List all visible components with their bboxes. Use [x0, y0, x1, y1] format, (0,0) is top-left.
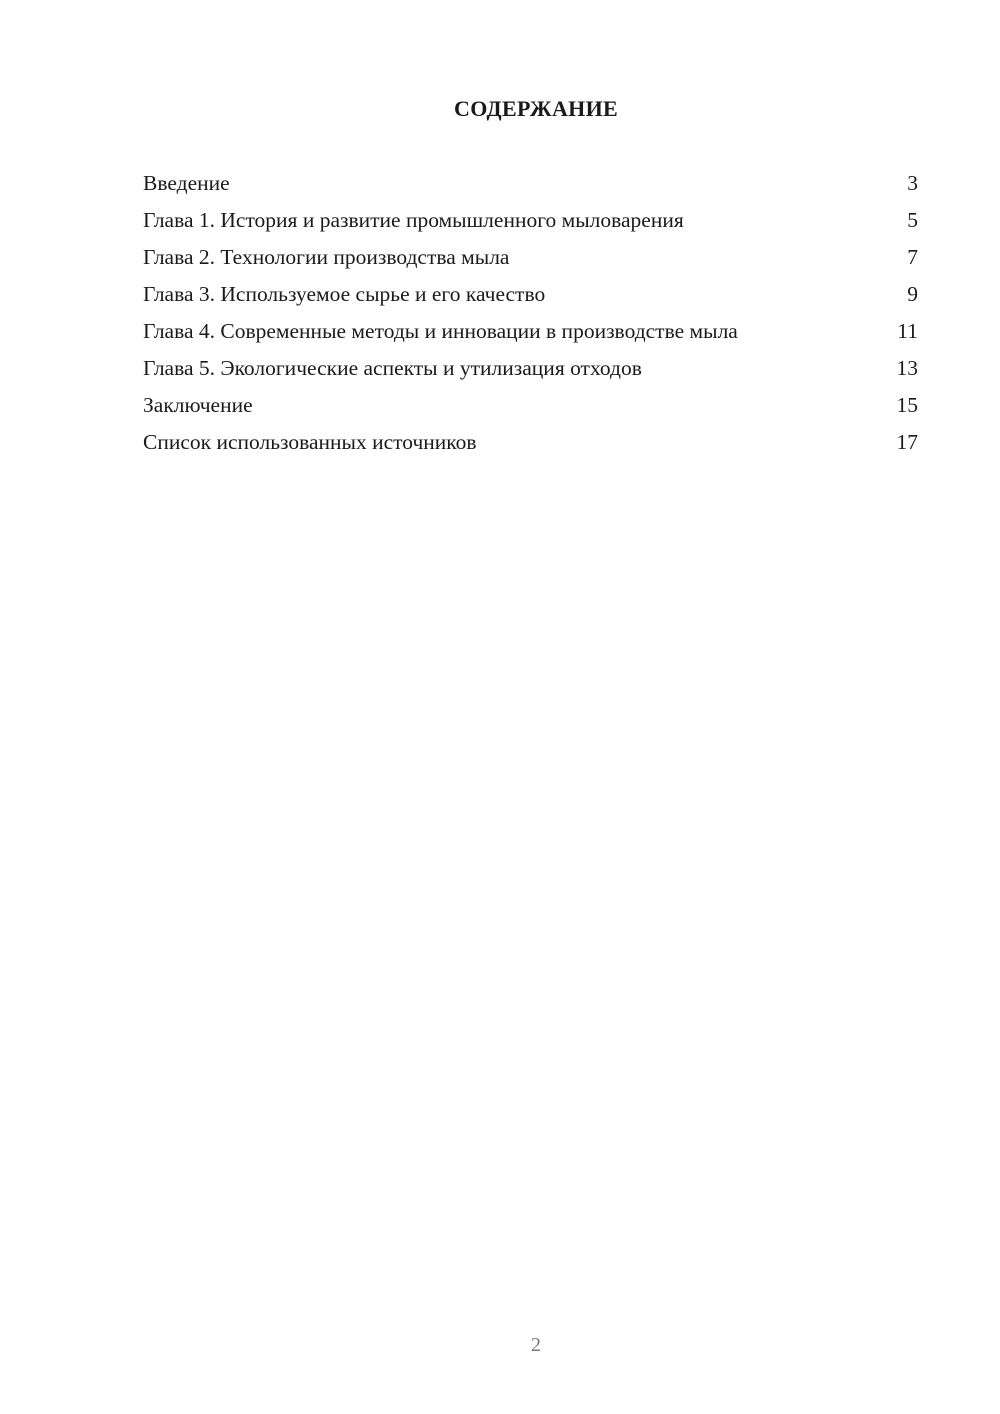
- toc-entry-page: 13: [896, 356, 918, 380]
- toc-entry-page: 15: [896, 393, 918, 417]
- page-number: 2: [531, 1334, 541, 1356]
- toc-entry-label: Глава 3. Используемое сырье и его качество: [143, 282, 546, 306]
- toc-entry-introduction: [143, 170, 918, 196]
- toc-entry-label: Глава 1. История и развитие промышленного мыловарения: [143, 208, 684, 232]
- toc-entry-label: Глава 2. Технологии производства мыла: [143, 245, 510, 269]
- toc-entry-page: 9: [907, 282, 918, 306]
- toc-entry-chapter-3: [143, 281, 918, 307]
- toc-entry-conclusion: [143, 392, 918, 418]
- toc-entry-chapter-5: [143, 355, 918, 381]
- toc-entry-page: 11: [897, 319, 918, 343]
- toc-entry-label: Введение: [143, 171, 230, 195]
- toc-entry-page: 17: [896, 430, 918, 454]
- toc-entry-page: 3: [907, 171, 918, 195]
- toc-entry-label: Глава 4. Современные методы и инновации в производстве мыла: [143, 319, 738, 343]
- toc-entry-chapter-4: [143, 318, 918, 344]
- toc-entry-page: 7: [907, 245, 918, 269]
- toc-entry-label: Глава 5. Экологические аспекты и утилизация отходов: [143, 356, 642, 380]
- toc-entry-chapter-2: [143, 244, 918, 270]
- table-of-contents: [143, 170, 918, 466]
- toc-entry-references: [143, 429, 918, 455]
- toc-entry-page: 5: [907, 208, 918, 232]
- page-title: СОДЕРЖАНИЕ: [454, 96, 618, 121]
- toc-entry-chapter-1: [143, 207, 918, 233]
- toc-entry-label: Заключение: [143, 393, 253, 417]
- toc-entry-label: Список использованных источников: [143, 430, 477, 454]
